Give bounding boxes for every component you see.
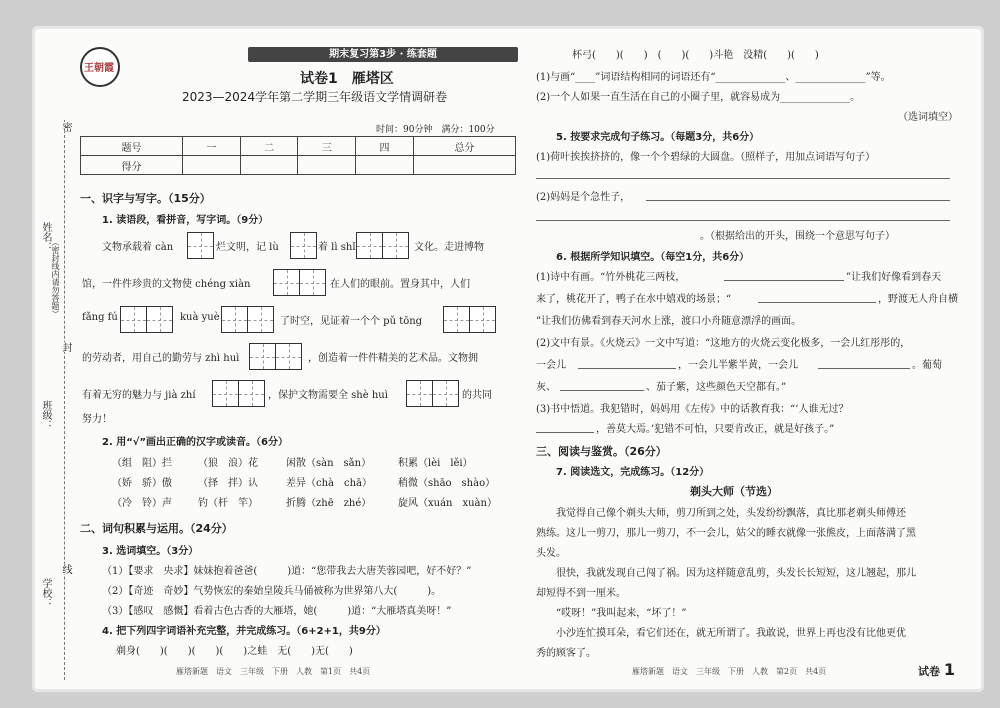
score-row (81, 156, 516, 175)
passage-line: 我觉得自己像个剃头大师，剪刀所到之处，头发纷纷飘落，真比那老剃头师傅还 (556, 508, 906, 519)
q1-text: 在人们的眼前。置身其中，人们 (330, 279, 470, 290)
practice-banner: 期末复习第3步 · 练套题 (248, 47, 518, 62)
q5-note: 。（根据给出的开头，围绕一个意思写句子） (700, 231, 895, 242)
q6-text: ”让我们仿佛看到春天河水上涨，渡口小舟随意漂浮的画面。 (536, 316, 802, 327)
q3-label: 3. 选词填空。（3分） (102, 546, 199, 557)
answer-line[interactable] (758, 302, 876, 303)
q1-text: 文化。走进博物 (414, 242, 484, 253)
pinyin-answer-grid[interactable] (120, 306, 173, 333)
q6-text: 、茄子紫，这些颜色天空都有。” (646, 382, 787, 393)
q4-sub2-note: （选词填空） (898, 112, 958, 123)
q1-text: 了时空，见证着一个个 pǔ tōng (280, 316, 423, 327)
class-label: 班级： (40, 400, 51, 430)
binding-dashed-line (64, 120, 65, 680)
q1-text: 的劳动者，用自己的勤劳与 zhì huì (82, 353, 240, 364)
q2-option[interactable]: （娇 骄）傲 (112, 478, 172, 489)
answer-line[interactable] (536, 220, 950, 221)
q1-text: 烂文明，记 lù (216, 242, 279, 253)
passage-line: 头发。 (536, 548, 566, 559)
q6-text: ，善莫大焉。’犯错不可怕，只要肯改正，就是好孩子。” (596, 424, 835, 435)
q6-text: (1)诗中有画。“竹外桃花三两枝， (536, 272, 686, 283)
q1-text: 努力！ (82, 414, 112, 425)
answer-line[interactable] (536, 178, 950, 179)
q2-option[interactable]: （择 拌）认 (198, 478, 258, 489)
passage-line: 熟练。这儿一剪刀，那儿一剪刀，不一会儿，姑父的睡衣就像一张熊皮，上面落满了黑 (536, 528, 916, 539)
pinyin-answer-grid[interactable] (273, 269, 326, 296)
q7-label: 7. 阅读选文，完成练习。（12分） (556, 467, 710, 478)
time-info: 时间：90分钟 满分：100分 (376, 125, 495, 135)
q4-continued-line: 杯弓( )( ) ( )( )斗艳 没精( )( ) (572, 50, 819, 61)
score-cell[interactable] (183, 156, 241, 175)
paper-badge (918, 660, 955, 679)
q6-text: 来了，桃花开了，鸭子在水中嬉戏的场景；“ (536, 294, 732, 305)
badge-number: 1 (943, 660, 955, 679)
score-table (80, 136, 516, 175)
score-cell[interactable] (240, 156, 298, 175)
score-row-label: 得分 (81, 156, 183, 175)
score-header-cell: 四 (356, 137, 414, 156)
q2-option[interactable]: 稍微（shāo shào） (398, 478, 496, 489)
xian-mark: 线 (60, 564, 71, 574)
q1-text: 的共同 (462, 390, 492, 401)
section3-title: 三、阅读与鉴赏。（26分） (536, 445, 667, 458)
q2-label: 2. 用“√”画出正确的汉字或读音。（6分） (102, 437, 289, 448)
q1-text: ，保护文物需要全 shè huì (268, 390, 388, 401)
q4-label: 4. 把下列四字词语补充完整，并完成练习。（6+2+1，共9分） (102, 626, 386, 637)
school-label: 学校： (40, 578, 51, 608)
q1-text: 馆，一件件珍贵的文物使 chéng xiàn (82, 279, 251, 290)
q6-text: ，一会儿半紫半黄，一会儿 (678, 360, 798, 371)
name-label: 姓名： (40, 222, 51, 252)
q4-sub2: (2)一个人如果一直生活在自己的小圈子里，就容易成为______________。 (536, 92, 861, 103)
q6-label: 6. 根据所学知识填空。（每空1分，共6分） (556, 252, 750, 263)
answer-line[interactable] (560, 390, 644, 391)
passage-title: 剃头大师（节选） (690, 485, 778, 498)
q1-text: 文物承载着 càn (102, 242, 174, 253)
q3-item: （3）【感叹 感慨】看着古色古香的大雁塔，她( )道：“大雁塔真美呀！” (102, 606, 452, 617)
section1-title: 一、识字与写字。（15分） (80, 192, 211, 205)
q1-text: 有着无穷的魅力与 jià zhí (82, 390, 196, 401)
q2-option[interactable]: 旋风（xuán xuàn） (398, 498, 497, 509)
pinyin-answer-grid[interactable] (356, 232, 409, 259)
passage-line: 小沙连忙摸耳朵，看它们还在，就无所谓了。我敢说，世界上再也没有比他更优 (556, 628, 906, 639)
answer-line[interactable] (724, 280, 844, 281)
logo-text: 王朝霞 (84, 63, 114, 74)
score-header-cell: 题号 (81, 137, 183, 156)
q2-option[interactable]: 积累（lèi lěi） (398, 458, 473, 469)
pinyin-answer-grid[interactable] (249, 343, 302, 370)
footer-right: 雁塔新题 语文 三年级 下册 人教 第2页 共4页 (632, 667, 827, 676)
paper-title: 试卷1 雁塔区 (300, 71, 394, 87)
q2-option[interactable]: 差异（chà chā） (286, 478, 373, 489)
score-header-cell: 三 (298, 137, 356, 156)
feng-mark: 封 (60, 342, 71, 352)
score-cell[interactable] (413, 156, 515, 175)
score-header-cell: 总分 (413, 137, 515, 156)
q6-text: 。葡萄 (912, 360, 942, 371)
logo-seal (80, 47, 120, 87)
q1-label: 1. 读语段，看拼音，写字词。（9分） (102, 215, 269, 226)
answer-line[interactable] (536, 432, 594, 433)
pinyin-answer-grid[interactable] (221, 306, 274, 333)
badge-label: 试卷 (918, 665, 940, 678)
section2-title: 二、词句积累与运用。（24分） (80, 522, 233, 535)
pinyin-answer-grid[interactable] (443, 306, 496, 333)
pinyin-answer-grid[interactable] (212, 380, 265, 407)
q6-text: ”让我们好像看到春天 (846, 272, 942, 283)
q5-item: (2)妈妈是个急性子， (536, 192, 631, 203)
score-header-cell: 一 (183, 137, 241, 156)
q6-text: 灰、 (536, 382, 556, 393)
q5-item: (1)荷叶挨挨挤挤的，像一个个碧绿的大圆盘。（照样子，用加点词语写句子） (536, 152, 876, 163)
binding-warning: （密封线内请勿答题） (51, 238, 60, 318)
q6-text: (3)书中悟道。我犯错时，妈妈用《左传》中的话教育我：“‘人谁无过？ (536, 404, 849, 415)
q6-text: 一会儿 (536, 360, 566, 371)
pinyin-answer-grid[interactable] (187, 232, 214, 259)
q1-text: kuà yuè (180, 312, 220, 323)
answer-line[interactable] (818, 368, 910, 369)
q6-text: ，野渡无人舟自横 (878, 294, 958, 305)
q1-text: fǎng fú (82, 312, 118, 323)
pinyin-answer-grid[interactable] (290, 232, 317, 259)
q2-option[interactable]: 闲散（sàn sǎn） (286, 458, 372, 469)
q1-text: 着 lì shǐ (318, 242, 356, 253)
q2-option[interactable]: （组 阻）拦 (112, 458, 172, 469)
q2-option[interactable]: 折腾（zhē zhé） (286, 498, 372, 509)
passage-line: “哎呀！”我叫起来，“坏了！” (556, 608, 687, 619)
q6-text: (2)文中有景。《火烧云》一文中写道：“这地方的火烧云变化极多，一会儿红彤彤的， (536, 338, 911, 349)
q3-item: （2）【奇迹 奇妙】气势恢宏的秦始皇陵兵马俑被称为世界第八大( )。 (102, 586, 442, 597)
q1-text: ，创造着一件件精美的艺术品。文物拥 (308, 353, 478, 364)
q2-option[interactable]: （冷 铃）声 (112, 498, 172, 509)
answer-line[interactable] (646, 200, 950, 201)
pinyin-answer-grid[interactable] (406, 380, 459, 407)
q4-sub1: (1)与画“____”词语结构相同的词语还有“______________、______________”等。 (536, 72, 891, 83)
score-header-row (81, 137, 516, 156)
passage-line: 秀的顾客了。 (536, 648, 596, 659)
q3-item: （1）【要求 央求】妹妹抱着爸爸( )道：“您带我去大唐芙蓉园吧，好不好？” (102, 566, 472, 577)
score-cell[interactable] (356, 156, 414, 175)
answer-line[interactable] (578, 368, 676, 369)
score-header-cell: 二 (240, 137, 298, 156)
paper-subtitle: 2023—2024学年第二学期三年级语文学情调研卷 (182, 90, 448, 104)
footer-left: 雁塔新题 语文 三年级 下册 人教 第1页 共4页 (176, 667, 371, 676)
q4-line: 剃身( )( )( )( )之蛙 无( )无( ) (116, 646, 353, 657)
score-cell[interactable] (298, 156, 356, 175)
q2-option[interactable]: （狼 浪）花 (198, 458, 258, 469)
passage-line: 却短得不到一厘米。 (536, 588, 626, 599)
passage-line: 很快，我就发现自己闯了祸。因为这样随意乱剪，头发长长短短，这儿翘起，那儿 (556, 568, 916, 579)
q5-label: 5. 按要求完成句子练习。（每题3分，共6分） (556, 132, 760, 143)
seal-mark: 密 (60, 122, 71, 132)
q2-option[interactable]: 钓（杆 竿） (198, 498, 258, 509)
